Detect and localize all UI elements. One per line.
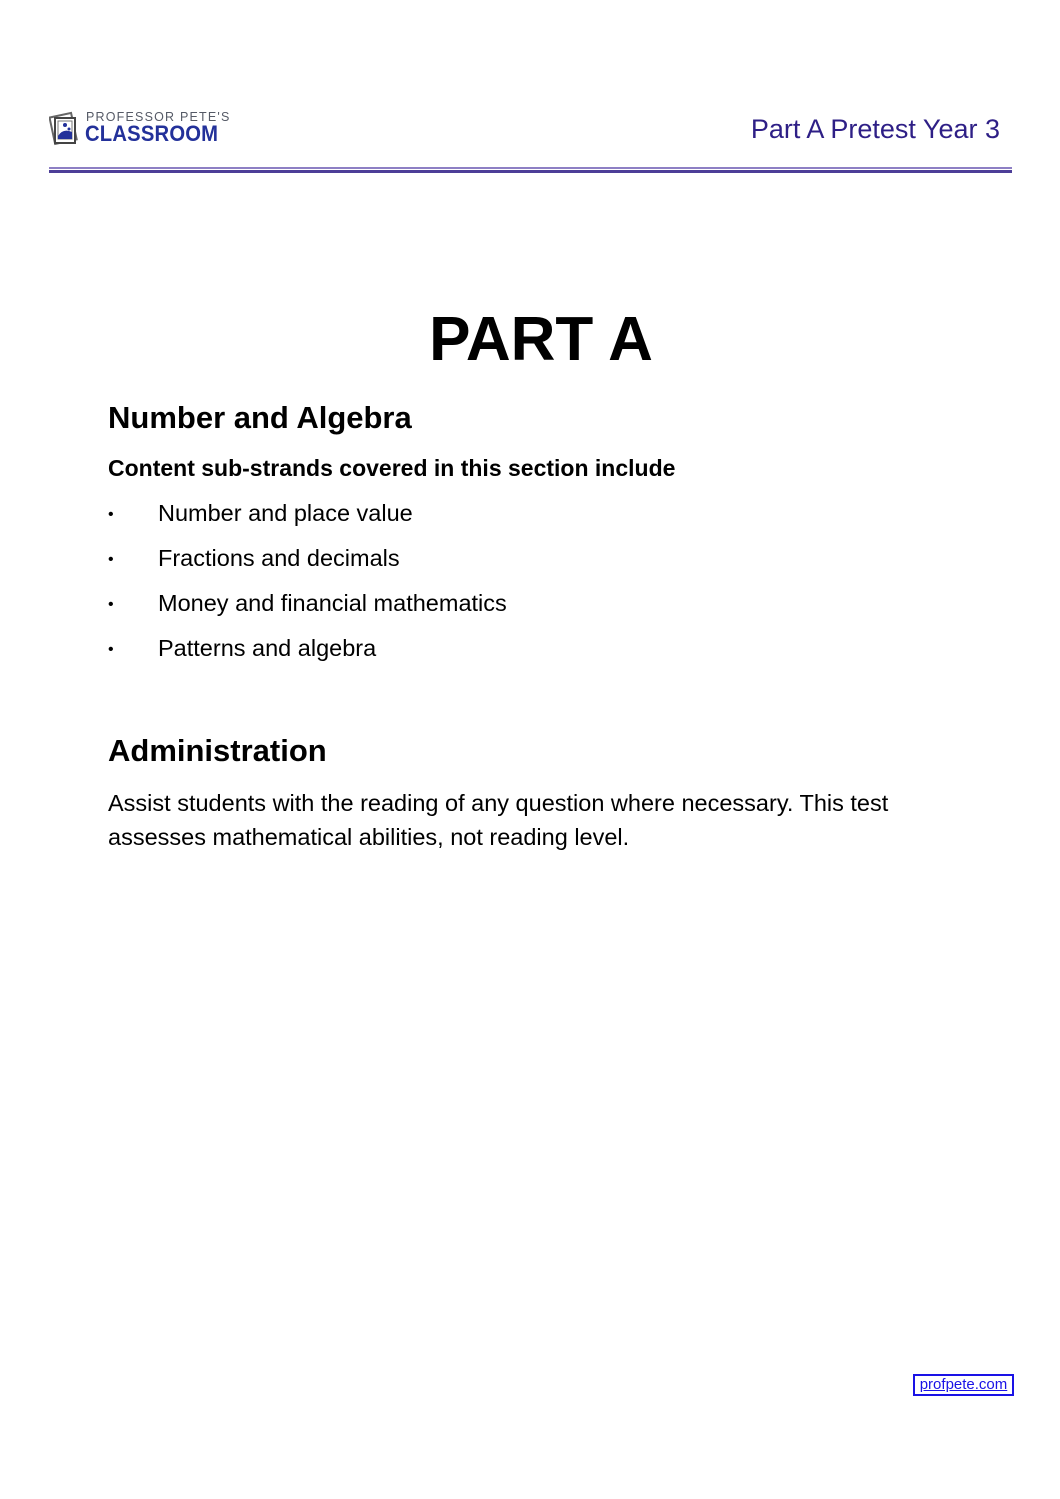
header-divider-thin bbox=[49, 167, 1012, 169]
list-item-text: Patterns and algebra bbox=[158, 635, 377, 661]
bullet-icon: • bbox=[108, 551, 114, 568]
bullet-icon: • bbox=[108, 641, 114, 658]
header-divider-thick bbox=[49, 170, 1012, 173]
book-image-icon bbox=[49, 110, 79, 146]
logo-bottom-text: CLASSROOM bbox=[85, 121, 219, 146]
header-title: Part A Pretest Year 3 bbox=[750, 114, 1000, 144]
list-item-text: Number and place value bbox=[158, 500, 413, 526]
bullet-icon: • bbox=[108, 596, 114, 613]
logo-top-text: PROFESSOR PETE'S bbox=[86, 110, 231, 124]
page-title: PART A bbox=[429, 305, 653, 374]
bullet-icon: • bbox=[108, 506, 114, 523]
logo bbox=[49, 108, 229, 150]
profpete-link[interactable]: profpete.com bbox=[913, 1374, 1014, 1396]
section-heading-administration: Administration bbox=[108, 733, 327, 768]
list-item-text: Fractions and decimals bbox=[158, 545, 400, 571]
administration-paragraph: Assist students with the reading of any question where necessary. This test assesses mathematical abilities, not reading level. bbox=[108, 790, 889, 850]
section-subheading: Content sub-strands covered in this section include bbox=[108, 455, 676, 481]
list-item-text: Money and financial mathematics bbox=[158, 590, 507, 616]
section-heading-number-algebra: Number and Algebra bbox=[108, 400, 412, 435]
